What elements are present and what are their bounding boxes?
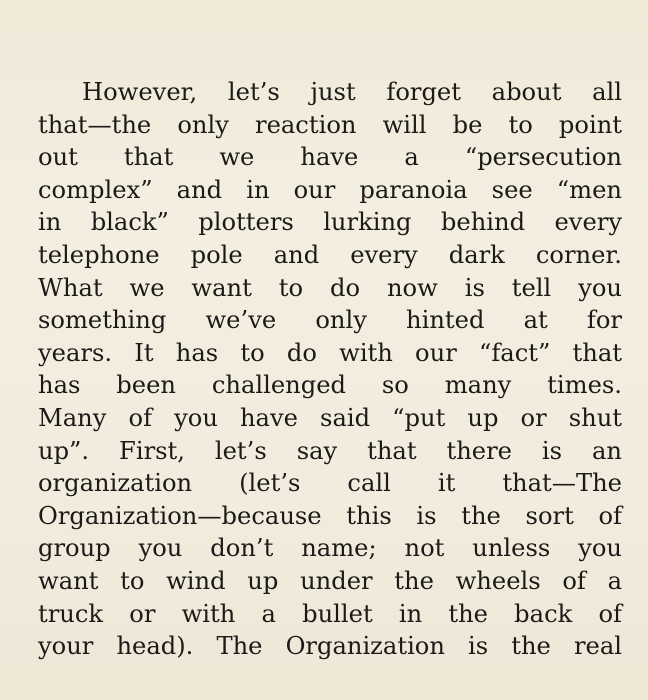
- text-line: in black” plotters lurking behind every: [38, 208, 622, 237]
- text-line: complex” and in our paranoia see “men: [38, 175, 622, 204]
- text-line: that—the only reaction will be to point: [38, 110, 622, 139]
- text-line: something we’ve only hinted at for: [38, 306, 622, 335]
- text-line: telephone pole and every dark corner.: [38, 240, 622, 269]
- text-line: Many of you have said “put up or shut: [38, 403, 622, 432]
- text-line: years. It has to do with our “fact” that: [38, 338, 622, 367]
- text-line: truck or with a bullet in the back of: [38, 599, 622, 628]
- text-line: What we want to do now is tell you: [38, 273, 622, 302]
- text-line: However, let’s just forget about all: [82, 78, 622, 106]
- text-line: up”. First, let’s say that there is an: [38, 436, 622, 465]
- text-line: group you don’t name; not unless you: [38, 534, 622, 563]
- text-line: Organization—because this is the sort of: [38, 501, 622, 530]
- text-line: organization (let’s call it that—The: [38, 469, 622, 498]
- body-paragraph: [38, 76, 622, 663]
- text-line: has been challenged so many times.: [38, 371, 622, 400]
- text-line: want to wind up under the wheels of a: [38, 566, 622, 595]
- text-line: out that we have a “persecution: [38, 143, 622, 172]
- text-line: your head). The Organization is the real: [38, 632, 622, 661]
